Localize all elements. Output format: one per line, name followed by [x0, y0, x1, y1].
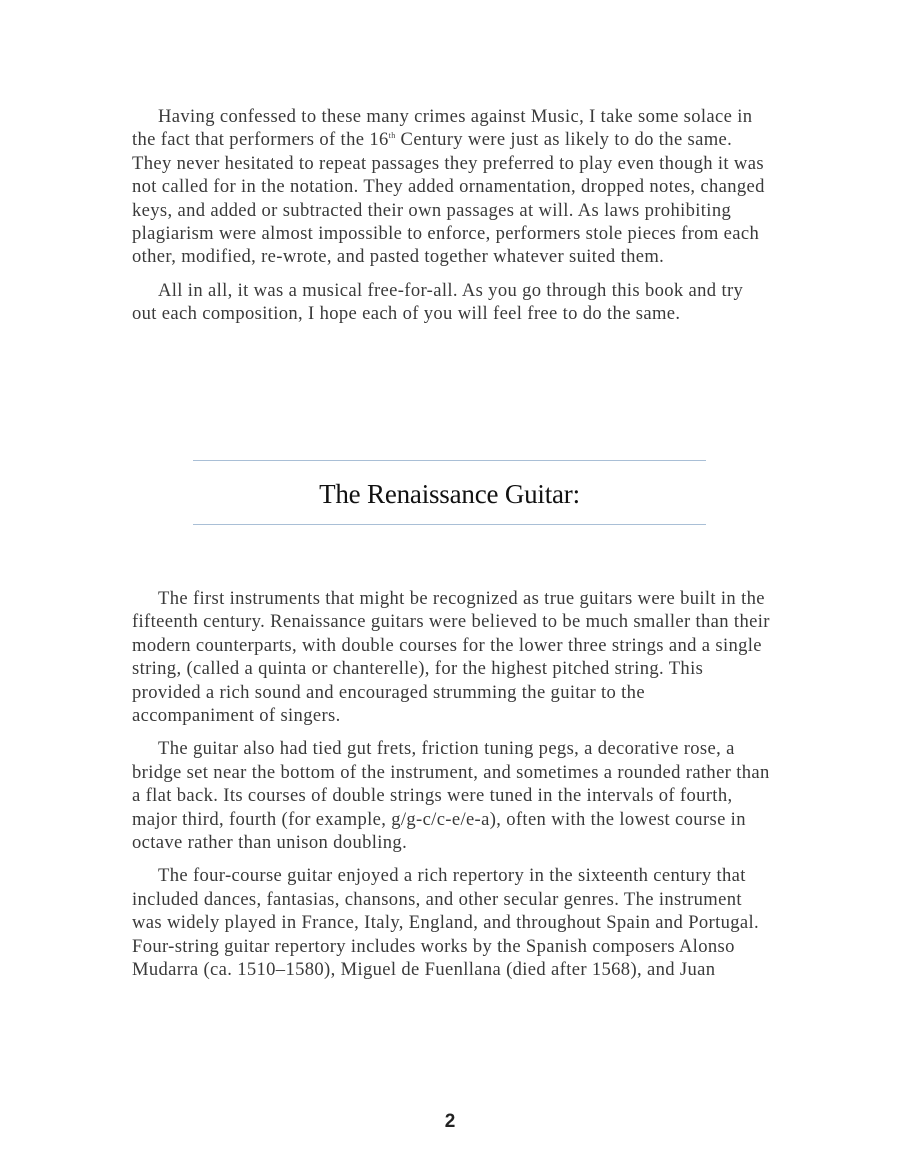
intro-paragraph-1-rest: Century were just as likely to do the same. They never hesitated to repeat passages they preferred to play even though it was not called for in the notation. They added ornamentation, dropped notes, changed keys, and added or subtracted their own passages at will. As laws prohibiting plagiarism were almost impossible to enforce, performers stole pieces from each other, modified, re-wrote, and pasted together whatever suited them. — [132, 129, 765, 268]
heading-rule-bottom — [193, 524, 706, 525]
intro-paragraph-1 — [132, 105, 772, 269]
page-number: 2 — [444, 1111, 456, 1132]
intro-text — [132, 105, 772, 336]
section-paragraph-2: The guitar also had tied gut frets, friction tuning pegs, a decorative rose, a bridge set near the bottom of the instrument, and sometimes a rounded rather than a flat back. Its courses of double strings were tuned in the intervals of fourth, major third, fourth (for example, g/g-c/c-e/e-a), often with the lowest course in octave rather than unison doubling. — [132, 738, 770, 854]
intro-paragraph-2: All in all, it was a musical free-for-all. As you go through this book and try out each composition, I hope each of you will feel free to do the same. — [132, 279, 744, 325]
ordinal-suffix: th — [388, 131, 396, 141]
heading-rule-top — [193, 460, 706, 461]
section-paragraph-1: The first instruments that might be recognized as true guitars were built in the fifteenth century. Renaissance guitars were believed to be much smaller than their modern counterparts, with double courses for the lower three strings and a single string, (called a quinta or chanterelle), for the highest pitched string. This provided a rich sound and encouraged strumming the guitar to the accompaniment of singers. — [132, 588, 770, 727]
section-text — [132, 587, 772, 992]
section-heading: The Renaissance Guitar: — [319, 479, 580, 509]
section-paragraph-3: The four-course guitar enjoyed a rich repertory in the sixteenth century that included dances, fantasias, chansons, and other secular genres. The instrument was widely played in France, Italy, England, and throughout Spain and Portugal. Four-string guitar repertory includes works by the Spanish composers Alonso Mudarra (ca. 1510–1580), Miguel de Fuenllana (died after 1568), and Juan — [132, 865, 759, 981]
intro-paragraph-1-start: Having confessed to these many crimes against Music, I take some solace in the fact that performers of the 16 — [132, 106, 753, 151]
